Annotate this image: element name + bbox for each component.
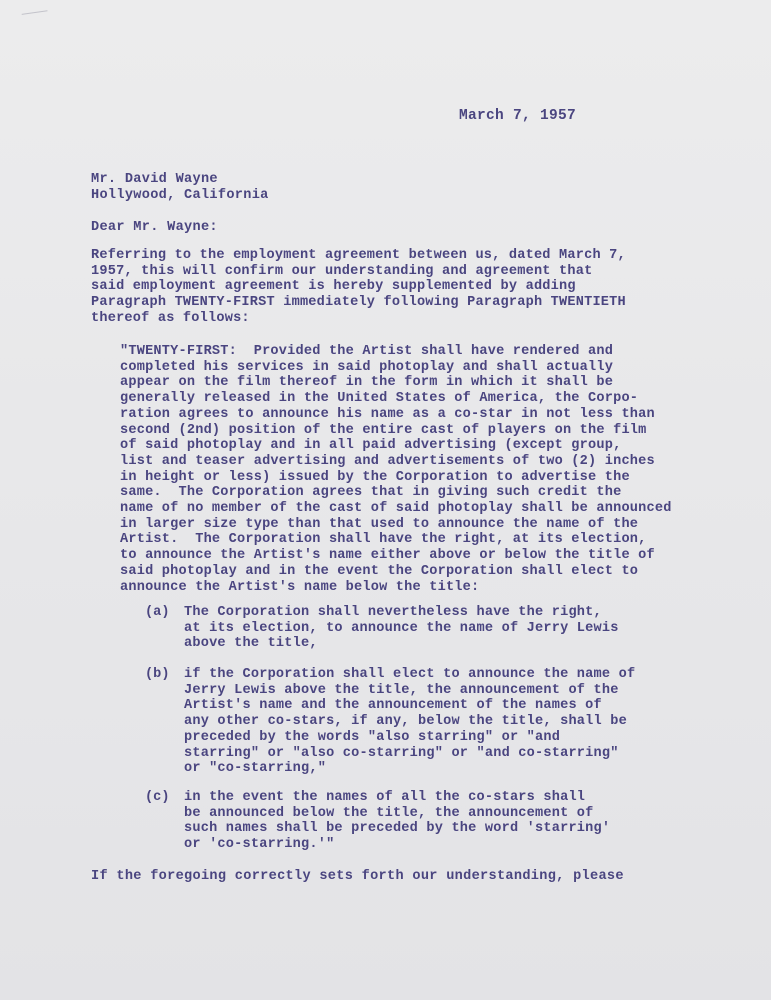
quoted-line: completed his services in said photoplay and shall actually (120, 359, 614, 375)
quoted-line: second (2nd) position of the entire cast of players on the film (120, 422, 647, 438)
clause-line: Jerry Lewis above the title, the announcement of the (184, 682, 619, 698)
quoted-line: same. The Corporation agrees that in giving such credit the (120, 485, 622, 501)
clause-line: Artist's name and the announcement of the names of (184, 698, 602, 714)
intro-line: thereof as follows: (91, 310, 250, 326)
clause-line: above the title, (184, 636, 318, 652)
clause-line: if the Corporation shall elect to announce the name of (184, 667, 636, 682)
clause-body (184, 667, 635, 777)
intro-paragraph (91, 248, 626, 327)
clause-body (184, 605, 619, 652)
quoted-paragraph (120, 344, 672, 595)
recipient-name: Mr. David Wayne (91, 172, 218, 187)
quoted-line: appear on the film thereof in the form in which it shall be (120, 375, 614, 391)
clause-line: preceded by the words "also starring" or "and (184, 729, 561, 745)
intro-line: 1957, this will confirm our understanding and agreement that (91, 263, 593, 279)
quoted-line: announce the Artist's name below the title: (120, 579, 480, 595)
clause-line: starring" or "also co-starring" or "and co-starring" (184, 745, 619, 761)
quoted-line: list and teaser advertising and advertisements of two (2) inches (120, 453, 655, 469)
clause-line: any other co-stars, if any, below the title, shall be (184, 714, 627, 730)
quoted-line: name of no member of the cast of said photoplay shall be announced (120, 501, 672, 517)
clause-letter: (b) (145, 667, 170, 682)
letter-date: March 7, 1957 (459, 108, 577, 124)
quoted-line: in height or less) issued by the Corporation to advertise the (120, 469, 630, 485)
clause-line: such names shall be preceded by the word 'starring' (184, 821, 611, 837)
clause-line: in the event the names of all the co-stars shall (184, 790, 586, 805)
quoted-line: to announce the Artist's name either above or below the title of (120, 548, 655, 564)
quoted-line: generally released in the United States of America, the Corpo- (120, 391, 639, 407)
recipient-city: Hollywood, California (91, 188, 269, 203)
paper-mark (22, 10, 49, 21)
quoted-line: said photoplay and in the event the Corporation shall elect to (120, 563, 639, 579)
closing-line: If the foregoing correctly sets forth our understanding, please (91, 869, 624, 884)
clause-body (184, 790, 610, 853)
intro-line: Paragraph TWENTY-FIRST immediately following Paragraph TWENTIETH (91, 295, 626, 311)
intro-line: Referring to the employment agreement between us, dated March 7, (91, 248, 626, 263)
salutation: Dear Mr. Wayne: (91, 220, 218, 235)
clause-letter: (a) (145, 605, 170, 620)
quoted-line: Artist. The Corporation shall have the right, at its election, (120, 532, 647, 548)
quoted-line: ration agrees to announce his name as a co-star in not less than (120, 406, 655, 422)
quoted-line: of said photoplay and in all paid advertising (except group, (120, 438, 622, 454)
clause-line: or 'co-starring.'" (184, 837, 335, 853)
clause-letter: (c) (145, 790, 170, 805)
clause-line: be announced below the title, the announcement of (184, 805, 594, 821)
clause-line: at its election, to announce the name of Jerry Lewis (184, 620, 619, 636)
clause-line: The Corporation shall nevertheless have the right, (184, 605, 602, 620)
quoted-line: "TWENTY-FIRST: Provided the Artist shall have rendered and (120, 344, 614, 359)
quoted-line: in larger size type than that used to announce the name of the (120, 516, 639, 532)
clause-line: or "co-starring," (184, 761, 327, 777)
intro-line: said employment agreement is hereby supplemented by adding (91, 279, 576, 295)
